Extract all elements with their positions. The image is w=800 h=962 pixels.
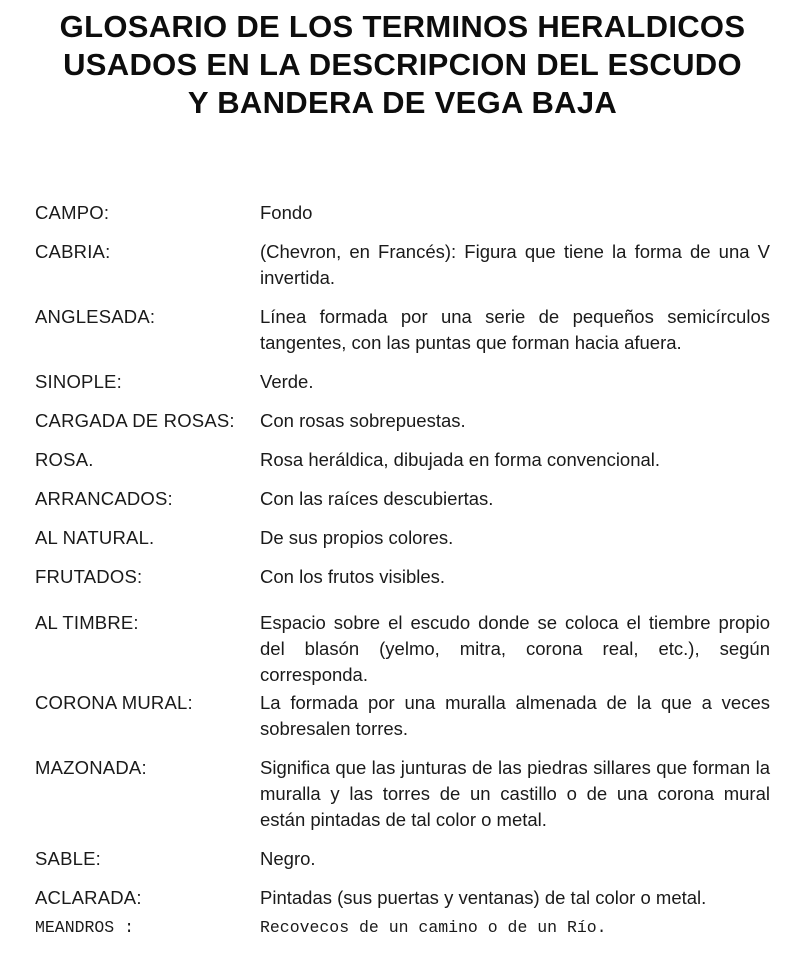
glossary-row — [35, 755, 770, 833]
glossary-term: AL NATURAL. — [35, 527, 155, 548]
glossary-definition: Línea formada por una serie de pequeños semicírculos tangentes, con las puntas que forman hacia afuera. — [260, 306, 770, 353]
page-title-line-3: Y BANDERA DE VEGA BAJA — [187, 85, 618, 120]
glossary-row — [35, 200, 770, 226]
glossary-row — [35, 408, 770, 434]
glossary-definition: La formada por una muralla almenada de la que a veces sobresalen torres. — [260, 692, 770, 739]
glossary-definition: De sus propios colores. — [260, 527, 454, 548]
glossary-term: ANGLESADA: — [35, 306, 156, 327]
glossary-row — [35, 525, 770, 551]
glossary-row — [35, 486, 770, 512]
glossary-term: SABLE: — [35, 848, 101, 869]
glossary-definition: Con los frutos visibles. — [260, 566, 446, 587]
glossary-term: CORONA MURAL: — [35, 692, 193, 713]
glossary-definition: Recovecos de un camino o de un Río. — [260, 918, 607, 937]
glossary-row — [35, 369, 770, 395]
glossary-term: SINOPLE: — [35, 371, 122, 392]
glossary-definition: Con rosas sobrepuestas. — [260, 410, 466, 431]
glossary-row — [35, 885, 770, 911]
glossary-definition: Fondo — [260, 202, 313, 223]
glossary-term: CAMPO: — [35, 202, 110, 223]
glossary-term: MEANDROS : — [35, 918, 135, 937]
page-title-line-2: USADOS EN LA DESCRIPCION DEL ESCUDO — [63, 47, 742, 82]
glossary-list — [35, 200, 770, 941]
glossary-definition: Significa que las junturas de las piedras sillares que forman la muralla y las torres de un castillo o de una corona mural están pintadas de tal color o metal. — [260, 757, 770, 830]
glossary-definition: Espacio sobre el escudo donde se coloca el tiembre propio del blasón (yelmo, mitra, corona real, etc.), según corresponda. — [260, 612, 770, 685]
page-title-line-1: GLOSARIO DE LOS TERMINOS HERALDICOS — [59, 9, 746, 44]
glossary-definition: Con las raíces descubiertas. — [260, 488, 494, 509]
glossary-term: FRUTADOS: — [35, 566, 143, 587]
glossary-row — [35, 304, 770, 356]
glossary-term: MAZONADA: — [35, 757, 147, 778]
glossary-row — [35, 915, 770, 941]
glossary-term: ROSA. — [35, 449, 94, 470]
glossary-term: AL TIMBRE: — [35, 612, 139, 633]
glossary-definition: Verde. — [260, 371, 314, 392]
glossary-row — [35, 690, 770, 742]
glossary-term: CABRIA: — [35, 241, 111, 262]
glossary-row — [35, 239, 770, 291]
glossary-row — [35, 610, 770, 688]
glossary-definition: Rosa heráldica, dibujada en forma convencional. — [260, 449, 661, 470]
page-title — [35, 8, 770, 122]
glossary-definition: Negro. — [260, 848, 316, 869]
glossary-term: ACLARADA: — [35, 887, 142, 908]
glossary-definition: (Chevron, en Francés): Figura que tiene la forma de una V invertida. — [260, 241, 770, 288]
glossary-term: CARGADA DE ROSAS: — [35, 410, 235, 431]
glossary-row — [35, 447, 770, 473]
glossary-row — [35, 564, 770, 590]
glossary-row — [35, 846, 770, 872]
glossary-term: ARRANCADOS: — [35, 488, 173, 509]
glossary-definition: Pintadas (sus puertas y ventanas) de tal color o metal. — [260, 887, 707, 908]
